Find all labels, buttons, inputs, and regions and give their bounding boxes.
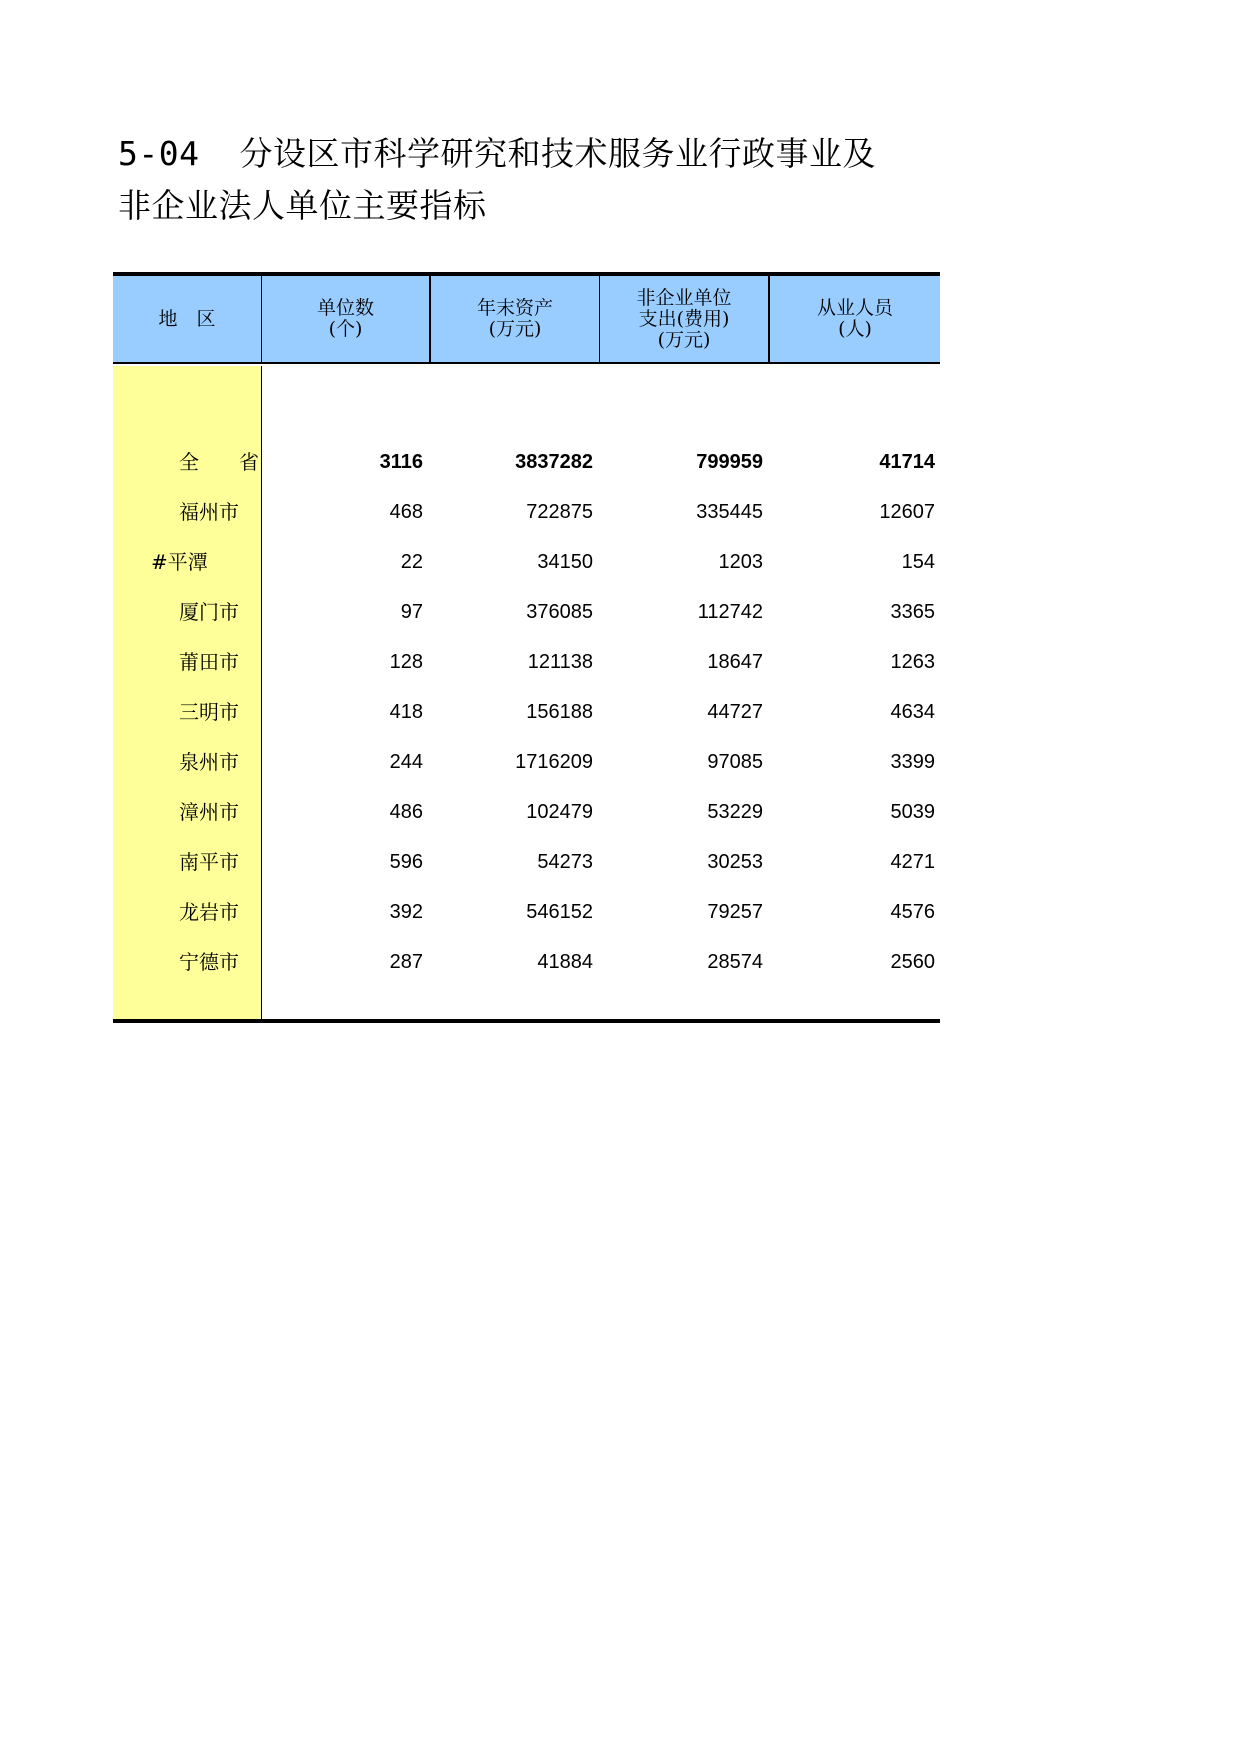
region-cell: 漳州市 (179, 800, 239, 824)
assets-cell: 722875 (526, 501, 593, 523)
region-cell: 泉州市 (179, 750, 239, 774)
assets-cell: 156188 (526, 701, 593, 723)
region-cell: 福州市 (179, 500, 239, 524)
region-cell: #平潭 (151, 550, 208, 574)
employees-cell: 4271 (890, 851, 935, 873)
header-assets-line-2: (万元) (488, 318, 542, 340)
table-bottom-rule (113, 1019, 940, 1023)
units-cell: 418 (389, 701, 423, 723)
region-cell: 厦门市 (179, 600, 239, 624)
header-region (113, 276, 261, 362)
header-assets-line-1: 年末资产 (476, 297, 553, 319)
assets-cell: 121138 (527, 651, 593, 673)
region-cell: 全 省 (179, 450, 259, 474)
data-table (113, 272, 940, 1022)
header-units-line-1: 单位数 (316, 297, 374, 319)
region-cell: 宁德市 (179, 950, 239, 974)
table-row (113, 537, 940, 587)
table-row-total (113, 437, 940, 487)
employees-cell: 1263 (890, 651, 935, 673)
header-assets (429, 276, 599, 362)
table-row (113, 937, 940, 987)
region-cell: 莆田市 (179, 650, 239, 674)
assets-cell: 102479 (526, 801, 593, 823)
units-cell: 3116 (379, 451, 423, 473)
header-expense-line-3: (万元) (657, 328, 711, 351)
table-row (113, 787, 940, 837)
table-row (113, 587, 940, 637)
header-employees-line-1: 从业人员 (816, 297, 893, 319)
region-cell: 三明市 (179, 700, 239, 724)
units-cell: 468 (389, 501, 423, 523)
expense-cell: 30253 (707, 851, 763, 873)
table-number: 5-04 (118, 134, 200, 173)
assets-cell: 546152 (526, 901, 593, 923)
employees-cell: 12607 (879, 501, 935, 523)
employees-cell: 154 (901, 551, 935, 573)
units-cell: 244 (389, 751, 423, 773)
header-expense-line-1: 非企业单位 (636, 286, 732, 309)
units-cell: 596 (389, 851, 423, 873)
table-row (113, 837, 940, 887)
expense-cell: 335445 (696, 501, 763, 523)
employees-cell: 41714 (879, 451, 935, 473)
title-line-1: 分设区市科学研究和技术服务业行政事业及 (239, 134, 876, 173)
page-title-line-2: 非企业法人单位主要指标 (118, 186, 487, 225)
table-row (113, 737, 940, 787)
assets-cell: 376085 (526, 601, 593, 623)
expense-cell: 18647 (707, 651, 763, 673)
assets-cell: 1716209 (515, 751, 593, 773)
units-cell: 128 (389, 651, 423, 673)
header-units-line-2: (个) (328, 318, 363, 340)
expense-cell: 28574 (707, 951, 763, 973)
expense-cell: 799959 (696, 451, 763, 473)
employees-cell: 4576 (890, 901, 935, 923)
employees-cell: 3399 (890, 751, 935, 773)
table-header (113, 276, 940, 364)
assets-cell: 41884 (537, 951, 593, 973)
employees-cell: 3365 (890, 601, 935, 623)
employees-cell: 4634 (890, 701, 935, 723)
employees-cell: 2560 (890, 951, 935, 973)
assets-cell: 54273 (537, 851, 593, 873)
table-row (113, 687, 940, 737)
units-cell: 97 (400, 601, 423, 623)
expense-cell: 79257 (707, 901, 763, 923)
table-row (113, 887, 940, 937)
region-cell: 龙岩市 (179, 900, 239, 924)
header-units (261, 276, 429, 362)
units-cell: 22 (400, 551, 423, 573)
expense-cell: 97085 (707, 751, 763, 773)
header-expense-line-2: 支出(费用) (638, 307, 730, 330)
header-employees-line-2: (人) (838, 318, 872, 340)
units-cell: 486 (389, 801, 423, 823)
expense-cell: 53229 (707, 801, 763, 823)
region-cell: 南平市 (179, 850, 239, 874)
header-employees (768, 276, 940, 362)
units-cell: 392 (389, 901, 423, 923)
table-row (113, 637, 940, 687)
employees-cell: 5039 (890, 801, 935, 823)
table-row (113, 487, 940, 537)
header-expense (599, 276, 768, 362)
assets-cell: 3837282 (515, 451, 593, 473)
page-title (118, 128, 876, 175)
expense-cell: 112742 (697, 601, 763, 623)
expense-cell: 44727 (707, 701, 763, 723)
expense-cell: 1203 (718, 551, 763, 573)
header-region-label: 地 区 (158, 307, 216, 330)
assets-cell: 34150 (537, 551, 593, 573)
units-cell: 287 (389, 951, 423, 973)
